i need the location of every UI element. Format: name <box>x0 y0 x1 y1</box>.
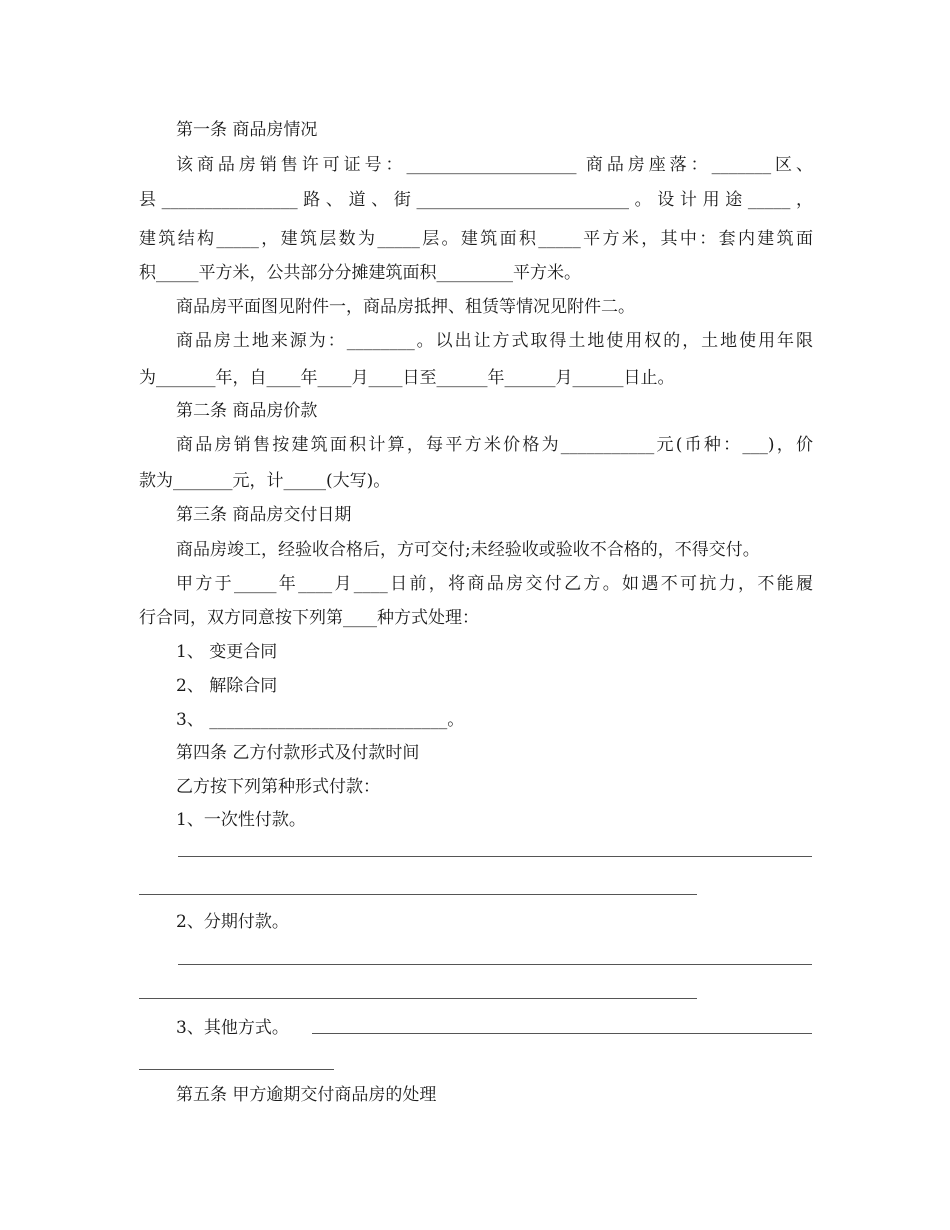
paragraph-line: 为_______年，自____年____月____日至______年______月______日止。 <box>139 368 675 388</box>
paragraph-line: 商品房土地来源为：________。以出让方式取得土地使用权的，土地使用年限 <box>176 331 813 351</box>
paragraph-line: 该商品房销售许可证号：____________________ 商品房座落：_______区、 <box>176 155 813 175</box>
paragraph-line: 款为_______元，计_____(大写)。 <box>139 471 391 491</box>
article-1-heading: 第一条 商品房情况 <box>176 120 318 140</box>
list-item: 3、 ____________________________。 <box>176 710 465 730</box>
article-3-heading: 第三条 商品房交付日期 <box>176 505 352 525</box>
blank-line <box>312 1033 812 1034</box>
paragraph-line: 积_____平方米，公共部分分摊建筑面积_________平方米。 <box>139 263 581 283</box>
article-4-heading: 第四条 乙方付款形式及付款时间 <box>176 743 420 763</box>
list-item: 3、其他方式。 <box>176 1018 289 1038</box>
blank-line <box>178 856 812 857</box>
paragraph-line: 商品房平面图见附件一，商品房抵押、租赁等情况见附件二。 <box>176 297 635 317</box>
blank-line <box>178 964 812 965</box>
blank-line <box>139 998 697 999</box>
list-item: 2、 解除合同 <box>176 676 278 696</box>
paragraph-line: 甲方于_____年____月____日前，将商品房交付乙方。如遇不可抗力，不能履 <box>176 574 813 594</box>
article-5-heading: 第五条 甲方逾期交付商品房的处理 <box>176 1085 437 1105</box>
article-2-heading: 第二条 商品房价款 <box>176 401 318 421</box>
paragraph-line: 乙方按下列第种形式付款： <box>176 777 380 797</box>
paragraph-line: 商品房竣工，经验收合格后，方可交付;未经验收或验收不合格的，不得交付。 <box>176 540 760 560</box>
paragraph-line: 建筑结构_____，建筑层数为_____层。建筑面积_____平方米，其中：套内建筑面 <box>139 229 813 249</box>
list-item: 1、一次性付款。 <box>176 810 306 830</box>
list-item: 1、 变更合同 <box>176 642 278 662</box>
paragraph-line: 商品房销售按建筑面积计算，每平方米价格为___________元(币种：___)，价 <box>176 435 813 455</box>
blank-line <box>139 1069 334 1070</box>
paragraph-line: 行合同，双方同意按下列第____种方式处理： <box>139 608 479 628</box>
blank-line <box>139 894 697 895</box>
paragraph-line: 县________________路、道、街_________________________。设计用途_____， <box>139 190 813 210</box>
list-item: 2、分期付款。 <box>176 912 289 932</box>
